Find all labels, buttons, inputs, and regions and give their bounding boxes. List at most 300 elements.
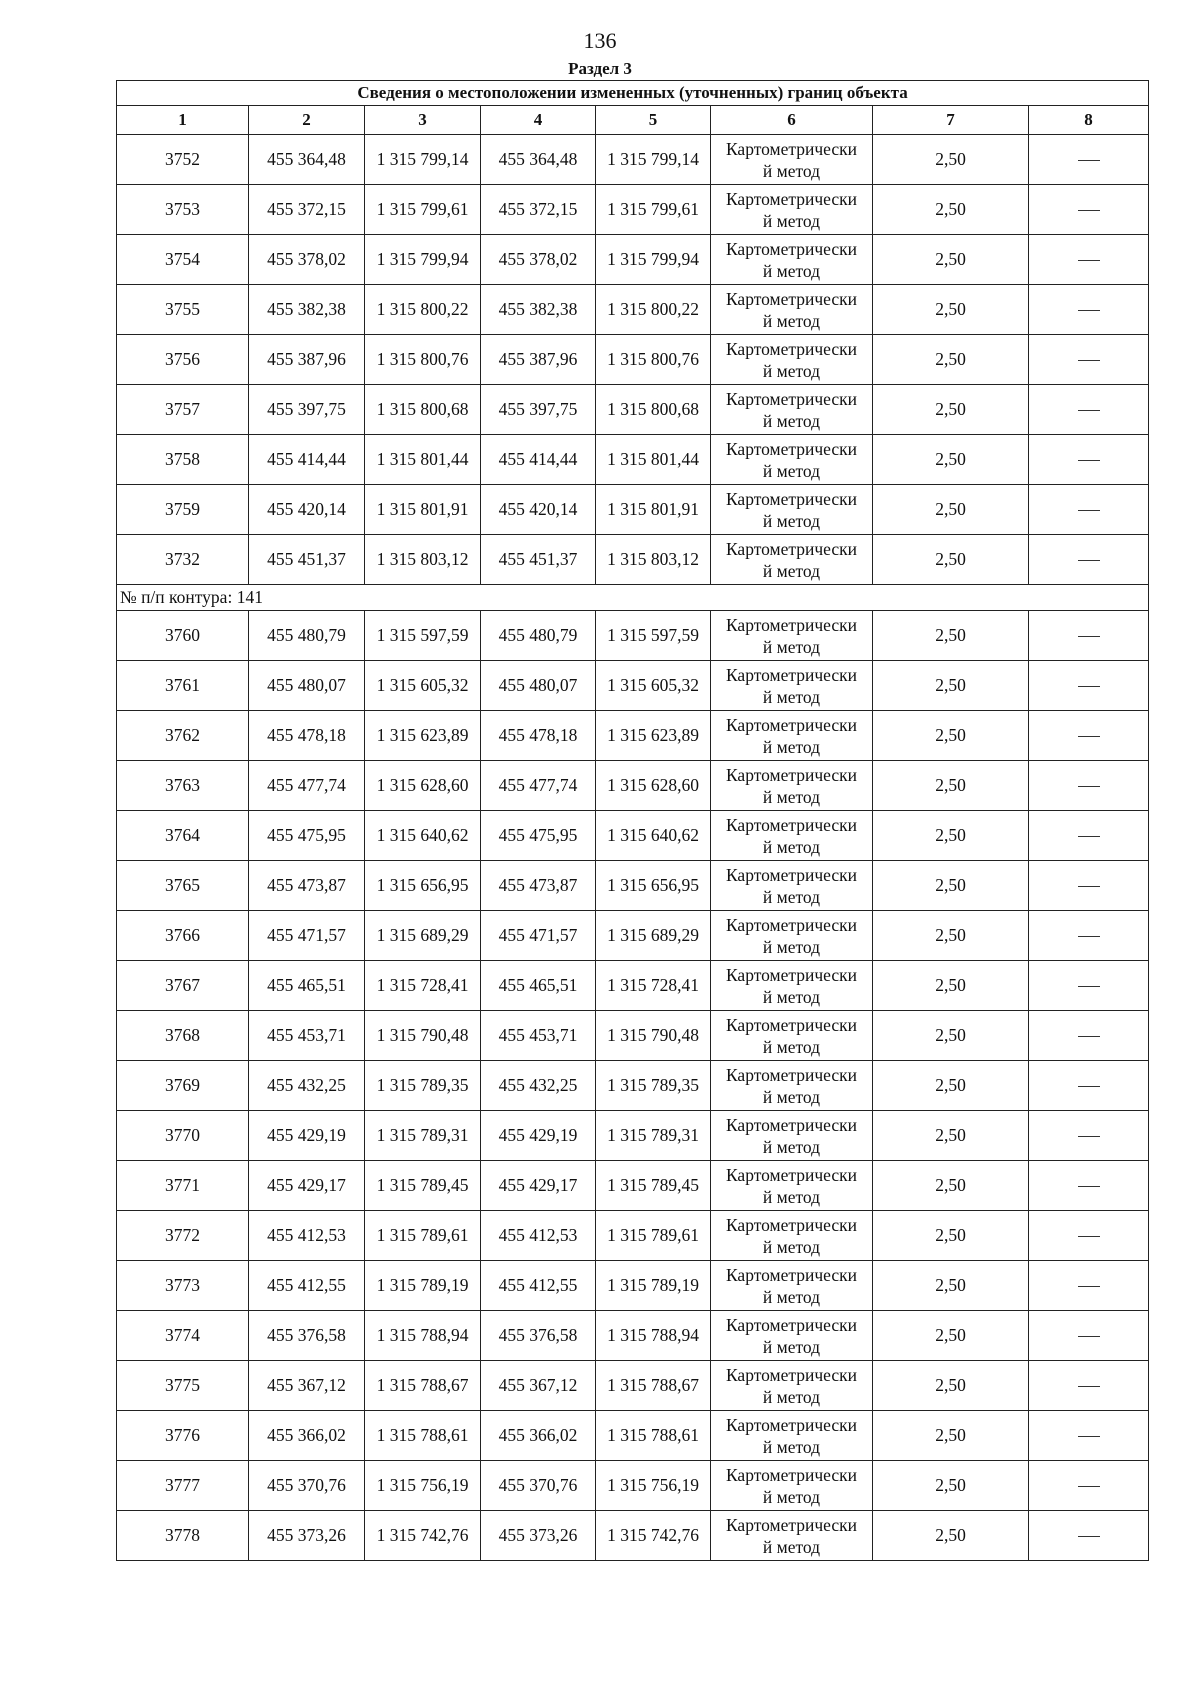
- method-cell: [711, 911, 873, 961]
- value-cell: 1 315 628,60: [596, 761, 711, 811]
- table-row: [117, 861, 1149, 911]
- table-row: [117, 1011, 1149, 1061]
- value-cell: 1 315 689,29: [596, 911, 711, 961]
- method-cell: [711, 335, 873, 385]
- contour-row: [117, 585, 1149, 611]
- value-cell: 1 315 605,32: [596, 661, 711, 711]
- value-cell: 455 373,26: [481, 1511, 596, 1561]
- value-cell: 2,50: [873, 711, 1029, 761]
- value-cell: 2,50: [873, 1311, 1029, 1361]
- method-text: й метод: [762, 510, 821, 531]
- empty-value-cell: [1029, 385, 1149, 435]
- method-cell: [711, 711, 873, 761]
- method-text: Картометрически: [725, 338, 858, 359]
- value-cell: 1 315 800,76: [365, 335, 481, 385]
- method-cell: [711, 135, 873, 185]
- dash-mark: [1078, 1136, 1100, 1137]
- table-row: [117, 761, 1149, 811]
- value-cell: 1 315 756,19: [365, 1461, 481, 1511]
- table-row: [117, 1061, 1149, 1111]
- dash-mark: [1078, 210, 1100, 211]
- column-header: 1: [117, 106, 249, 135]
- value-cell: 1 315 728,41: [365, 961, 481, 1011]
- dash-mark: [1078, 1336, 1100, 1337]
- value-cell: 455 412,55: [249, 1261, 365, 1311]
- method-text: Картометрически: [725, 1314, 858, 1335]
- method-text: й метод: [762, 1336, 821, 1357]
- value-cell: 455 465,51: [249, 961, 365, 1011]
- value-cell: 455 473,87: [249, 861, 365, 911]
- value-cell: 1 315 756,19: [596, 1461, 711, 1511]
- value-cell: 1 315 789,45: [365, 1161, 481, 1211]
- value-cell: 1 315 788,67: [365, 1361, 481, 1411]
- empty-value-cell: [1029, 185, 1149, 235]
- method-cell: [711, 1511, 873, 1561]
- empty-value-cell: [1029, 1261, 1149, 1311]
- value-cell: 3767: [117, 961, 249, 1011]
- method-text: й метод: [762, 1386, 821, 1407]
- method-text: Картометрически: [725, 238, 858, 259]
- dash-mark: [1078, 1086, 1100, 1087]
- value-cell: 3758: [117, 435, 249, 485]
- value-cell: 1 315 656,95: [365, 861, 481, 911]
- method-text: й метод: [762, 1136, 821, 1157]
- method-text: Картометрически: [725, 188, 858, 209]
- method-cell: [711, 1161, 873, 1211]
- value-cell: 455 429,17: [481, 1161, 596, 1211]
- value-cell: 1 315 800,22: [365, 285, 481, 335]
- value-cell: 3763: [117, 761, 249, 811]
- value-cell: 1 315 728,41: [596, 961, 711, 1011]
- value-cell: 1 315 790,48: [365, 1011, 481, 1061]
- value-cell: 1 315 803,12: [365, 535, 481, 585]
- empty-value-cell: [1029, 711, 1149, 761]
- table-row: [117, 335, 1149, 385]
- method-text: Картометрически: [725, 714, 858, 735]
- value-cell: 455 471,57: [481, 911, 596, 961]
- value-cell: 455 367,12: [249, 1361, 365, 1411]
- value-cell: 3755: [117, 285, 249, 335]
- page-number: 136: [583, 28, 617, 53]
- method-text: й метод: [762, 1536, 821, 1557]
- method-text: й метод: [762, 636, 821, 657]
- value-cell: 455 397,75: [481, 385, 596, 435]
- empty-value-cell: [1029, 1311, 1149, 1361]
- value-cell: 455 378,02: [481, 235, 596, 285]
- value-cell: 2,50: [873, 1411, 1029, 1461]
- dash-mark: [1078, 836, 1100, 837]
- dash-mark: [1078, 1236, 1100, 1237]
- value-cell: 1 315 597,59: [365, 611, 481, 661]
- value-cell: 1 315 801,44: [596, 435, 711, 485]
- value-cell: 455 372,15: [481, 185, 596, 235]
- method-cell: [711, 1461, 873, 1511]
- table-row: [117, 235, 1149, 285]
- value-cell: 3764: [117, 811, 249, 861]
- value-cell: 1 315 801,91: [596, 485, 711, 535]
- value-cell: 3771: [117, 1161, 249, 1211]
- value-cell: 2,50: [873, 761, 1029, 811]
- method-text: й метод: [762, 736, 821, 757]
- method-cell: [711, 435, 873, 485]
- dash-mark: [1078, 936, 1100, 937]
- method-text: й метод: [762, 686, 821, 707]
- method-cell: [711, 385, 873, 435]
- method-text: й метод: [762, 1436, 821, 1457]
- method-text: Картометрически: [725, 438, 858, 459]
- value-cell: 2,50: [873, 135, 1029, 185]
- method-text: й метод: [762, 1186, 821, 1207]
- empty-value-cell: [1029, 961, 1149, 1011]
- value-cell: 1 315 799,61: [365, 185, 481, 235]
- value-cell: 455 412,53: [249, 1211, 365, 1261]
- value-cell: 1 315 656,95: [596, 861, 711, 911]
- method-text: й метод: [762, 360, 821, 381]
- value-cell: 455 382,38: [481, 285, 596, 335]
- method-cell: [711, 1411, 873, 1461]
- value-cell: 1 315 800,68: [596, 385, 711, 435]
- value-cell: 3774: [117, 1311, 249, 1361]
- method-cell: [711, 861, 873, 911]
- empty-value-cell: [1029, 135, 1149, 185]
- method-cell: [711, 1111, 873, 1161]
- value-cell: 1 315 801,44: [365, 435, 481, 485]
- method-text: Картометрически: [725, 864, 858, 885]
- value-cell: 455 429,17: [249, 1161, 365, 1211]
- method-text: Картометрически: [725, 614, 858, 635]
- value-cell: 1 315 789,61: [596, 1211, 711, 1261]
- value-cell: 455 376,58: [481, 1311, 596, 1361]
- dash-mark: [1078, 886, 1100, 887]
- value-cell: 455 451,37: [249, 535, 365, 585]
- value-cell: 3778: [117, 1511, 249, 1561]
- value-cell: 2,50: [873, 911, 1029, 961]
- method-cell: [711, 285, 873, 335]
- table-row: [117, 961, 1149, 1011]
- empty-value-cell: [1029, 611, 1149, 661]
- table-caption: Сведения о местоположении измененных (уточненных) границ объекта: [117, 81, 1149, 106]
- value-cell: 455 475,95: [249, 811, 365, 861]
- column-header: 2: [249, 106, 365, 135]
- value-cell: 1 315 640,62: [596, 811, 711, 861]
- value-cell: 455 432,25: [481, 1061, 596, 1111]
- value-cell: 3769: [117, 1061, 249, 1111]
- empty-value-cell: [1029, 1011, 1149, 1061]
- value-cell: 455 453,71: [249, 1011, 365, 1061]
- method-text: й метод: [762, 1486, 821, 1507]
- method-text: Картометрически: [725, 1464, 858, 1485]
- value-cell: 455 429,19: [249, 1111, 365, 1161]
- method-text: Картометрически: [725, 964, 858, 985]
- empty-value-cell: [1029, 1461, 1149, 1511]
- value-cell: 1 315 789,61: [365, 1211, 481, 1261]
- method-text: й метод: [762, 986, 821, 1007]
- value-cell: 455 366,02: [481, 1411, 596, 1461]
- value-cell: 1 315 788,61: [596, 1411, 711, 1461]
- column-header: 7: [873, 106, 1029, 135]
- method-cell: [711, 961, 873, 1011]
- empty-value-cell: [1029, 435, 1149, 485]
- value-cell: 2,50: [873, 1211, 1029, 1261]
- method-cell: [711, 1211, 873, 1261]
- dash-mark: [1078, 560, 1100, 561]
- dash-mark: [1078, 636, 1100, 637]
- value-cell: 1 315 789,19: [365, 1261, 481, 1311]
- method-text: Картометрически: [725, 664, 858, 685]
- table-caption-row: [117, 81, 1149, 106]
- value-cell: 1 315 800,76: [596, 335, 711, 385]
- value-cell: 455 366,02: [249, 1411, 365, 1461]
- value-cell: 1 315 789,35: [365, 1061, 481, 1111]
- value-cell: 2,50: [873, 611, 1029, 661]
- value-cell: 455 414,44: [249, 435, 365, 485]
- value-cell: 2,50: [873, 1011, 1029, 1061]
- section-title: Раздел 3: [568, 59, 632, 78]
- value-cell: 1 315 799,61: [596, 185, 711, 235]
- table-row: [117, 711, 1149, 761]
- value-cell: 455 373,26: [249, 1511, 365, 1561]
- value-cell: 455 367,12: [481, 1361, 596, 1411]
- value-cell: 455 382,38: [249, 285, 365, 335]
- empty-value-cell: [1029, 1111, 1149, 1161]
- empty-value-cell: [1029, 861, 1149, 911]
- empty-value-cell: [1029, 335, 1149, 385]
- value-cell: 3775: [117, 1361, 249, 1411]
- dash-mark: [1078, 1436, 1100, 1437]
- value-cell: 1 315 789,35: [596, 1061, 711, 1111]
- method-text: Картометрически: [725, 1014, 858, 1035]
- dash-mark: [1078, 1386, 1100, 1387]
- value-cell: 2,50: [873, 335, 1029, 385]
- table-row: [117, 485, 1149, 535]
- empty-value-cell: [1029, 285, 1149, 335]
- dash-mark: [1078, 260, 1100, 261]
- value-cell: 2,50: [873, 961, 1029, 1011]
- table-row: [117, 1361, 1149, 1411]
- value-cell: 1 315 789,45: [596, 1161, 711, 1211]
- method-text: й метод: [762, 1086, 821, 1107]
- value-cell: 1 315 689,29: [365, 911, 481, 961]
- value-cell: 3772: [117, 1211, 249, 1261]
- method-text: й метод: [762, 310, 821, 331]
- value-cell: 455 473,87: [481, 861, 596, 911]
- value-cell: 1 315 799,94: [596, 235, 711, 285]
- table-row: [117, 611, 1149, 661]
- table-row: [117, 285, 1149, 335]
- value-cell: 455 480,07: [481, 661, 596, 711]
- value-cell: 455 364,48: [481, 135, 596, 185]
- method-text: й метод: [762, 936, 821, 957]
- method-text: й метод: [762, 1036, 821, 1057]
- empty-value-cell: [1029, 485, 1149, 535]
- value-cell: 1 315 789,19: [596, 1261, 711, 1311]
- value-cell: 455 387,96: [481, 335, 596, 385]
- column-header-row: [117, 106, 1149, 135]
- value-cell: 455 370,76: [249, 1461, 365, 1511]
- value-cell: 2,50: [873, 811, 1029, 861]
- method-text: Картометрически: [725, 388, 858, 409]
- dash-mark: [1078, 360, 1100, 361]
- value-cell: 455 412,53: [481, 1211, 596, 1261]
- value-cell: 455 480,79: [481, 611, 596, 661]
- dash-mark: [1078, 986, 1100, 987]
- method-cell: [711, 1261, 873, 1311]
- value-cell: 1 315 801,91: [365, 485, 481, 535]
- value-cell: 1 315 605,32: [365, 661, 481, 711]
- method-text: Картометрически: [725, 288, 858, 309]
- table-row: [117, 1111, 1149, 1161]
- value-cell: 455 465,51: [481, 961, 596, 1011]
- value-cell: 2,50: [873, 661, 1029, 711]
- column-header: 6: [711, 106, 873, 135]
- dash-mark: [1078, 736, 1100, 737]
- method-text: й метод: [762, 836, 821, 857]
- value-cell: 1 315 742,76: [596, 1511, 711, 1561]
- method-text: Картометрически: [725, 1514, 858, 1535]
- table-row: [117, 911, 1149, 961]
- value-cell: 455 453,71: [481, 1011, 596, 1061]
- dash-mark: [1078, 1186, 1100, 1187]
- method-cell: [711, 185, 873, 235]
- value-cell: 1 315 623,89: [596, 711, 711, 761]
- value-cell: 2,50: [873, 185, 1029, 235]
- empty-value-cell: [1029, 1161, 1149, 1211]
- column-header: 3: [365, 106, 481, 135]
- value-cell: 455 376,58: [249, 1311, 365, 1361]
- dash-mark: [1078, 510, 1100, 511]
- method-cell: [711, 1061, 873, 1111]
- method-text: й метод: [762, 786, 821, 807]
- method-cell: [711, 761, 873, 811]
- empty-value-cell: [1029, 1211, 1149, 1261]
- dash-mark: [1078, 1536, 1100, 1537]
- value-cell: 2,50: [873, 1261, 1029, 1311]
- column-header: 4: [481, 106, 596, 135]
- method-text: Картометрически: [725, 1264, 858, 1285]
- table-row: [117, 1461, 1149, 1511]
- column-header: 8: [1029, 106, 1149, 135]
- table-row: [117, 1261, 1149, 1311]
- value-cell: 3752: [117, 135, 249, 185]
- empty-value-cell: [1029, 1511, 1149, 1561]
- value-cell: 3765: [117, 861, 249, 911]
- value-cell: 1 315 799,14: [596, 135, 711, 185]
- table-row: [117, 661, 1149, 711]
- value-cell: 2,50: [873, 861, 1029, 911]
- value-cell: 455 414,44: [481, 435, 596, 485]
- table-row: [117, 1161, 1149, 1211]
- value-cell: 2,50: [873, 435, 1029, 485]
- value-cell: 455 370,76: [481, 1461, 596, 1511]
- empty-value-cell: [1029, 235, 1149, 285]
- table-row: [117, 385, 1149, 435]
- method-text: Картометрически: [725, 1064, 858, 1085]
- table-row: [117, 535, 1149, 585]
- table-row: [117, 811, 1149, 861]
- value-cell: 2,50: [873, 235, 1029, 285]
- value-cell: 1 315 597,59: [596, 611, 711, 661]
- dash-mark: [1078, 1486, 1100, 1487]
- value-cell: 1 315 790,48: [596, 1011, 711, 1061]
- empty-value-cell: [1029, 535, 1149, 585]
- value-cell: 455 432,25: [249, 1061, 365, 1111]
- dash-mark: [1078, 786, 1100, 787]
- value-cell: 3732: [117, 535, 249, 585]
- value-cell: 3756: [117, 335, 249, 385]
- value-cell: 455 477,74: [249, 761, 365, 811]
- value-cell: 3754: [117, 235, 249, 285]
- boundary-table: [116, 80, 1149, 1561]
- empty-value-cell: [1029, 761, 1149, 811]
- table-row: [117, 435, 1149, 485]
- value-cell: 455 429,19: [481, 1111, 596, 1161]
- method-text: Картометрически: [725, 538, 858, 559]
- value-cell: 3777: [117, 1461, 249, 1511]
- value-cell: 1 315 788,94: [596, 1311, 711, 1361]
- empty-value-cell: [1029, 1061, 1149, 1111]
- value-cell: 455 451,37: [481, 535, 596, 585]
- value-cell: 1 315 799,14: [365, 135, 481, 185]
- method-text: й метод: [762, 886, 821, 907]
- value-cell: 2,50: [873, 535, 1029, 585]
- method-text: й метод: [762, 1236, 821, 1257]
- dash-mark: [1078, 686, 1100, 687]
- value-cell: 2,50: [873, 485, 1029, 535]
- value-cell: 3770: [117, 1111, 249, 1161]
- method-text: Картометрически: [725, 764, 858, 785]
- value-cell: 455 420,14: [249, 485, 365, 535]
- method-text: Картометрически: [725, 1164, 858, 1185]
- value-cell: 1 315 789,31: [596, 1111, 711, 1161]
- value-cell: 455 478,18: [249, 711, 365, 761]
- value-cell: 2,50: [873, 1361, 1029, 1411]
- value-cell: 1 315 628,60: [365, 761, 481, 811]
- method-text: Картометрически: [725, 1414, 858, 1435]
- method-cell: [711, 611, 873, 661]
- value-cell: 455 480,07: [249, 661, 365, 711]
- value-cell: 455 420,14: [481, 485, 596, 535]
- value-cell: 455 477,74: [481, 761, 596, 811]
- empty-value-cell: [1029, 811, 1149, 861]
- value-cell: 2,50: [873, 1111, 1029, 1161]
- value-cell: 3760: [117, 611, 249, 661]
- method-text: й метод: [762, 560, 821, 581]
- table-row: [117, 1311, 1149, 1361]
- dash-mark: [1078, 410, 1100, 411]
- value-cell: 455 475,95: [481, 811, 596, 861]
- method-text: й метод: [762, 1286, 821, 1307]
- table-row: [117, 135, 1149, 185]
- value-cell: 3768: [117, 1011, 249, 1061]
- table-row: [117, 1411, 1149, 1461]
- method-text: Картометрически: [725, 1214, 858, 1235]
- value-cell: 2,50: [873, 1061, 1029, 1111]
- value-cell: 3757: [117, 385, 249, 435]
- table-row: [117, 185, 1149, 235]
- method-text: й метод: [762, 160, 821, 181]
- method-text: Картометрически: [725, 138, 858, 159]
- empty-value-cell: [1029, 911, 1149, 961]
- table-row: [117, 1511, 1149, 1561]
- dash-mark: [1078, 1286, 1100, 1287]
- value-cell: 1 315 788,61: [365, 1411, 481, 1461]
- value-cell: 455 480,79: [249, 611, 365, 661]
- value-cell: 3761: [117, 661, 249, 711]
- dash-mark: [1078, 310, 1100, 311]
- value-cell: 3773: [117, 1261, 249, 1311]
- value-cell: 1 315 788,67: [596, 1361, 711, 1411]
- method-cell: [711, 661, 873, 711]
